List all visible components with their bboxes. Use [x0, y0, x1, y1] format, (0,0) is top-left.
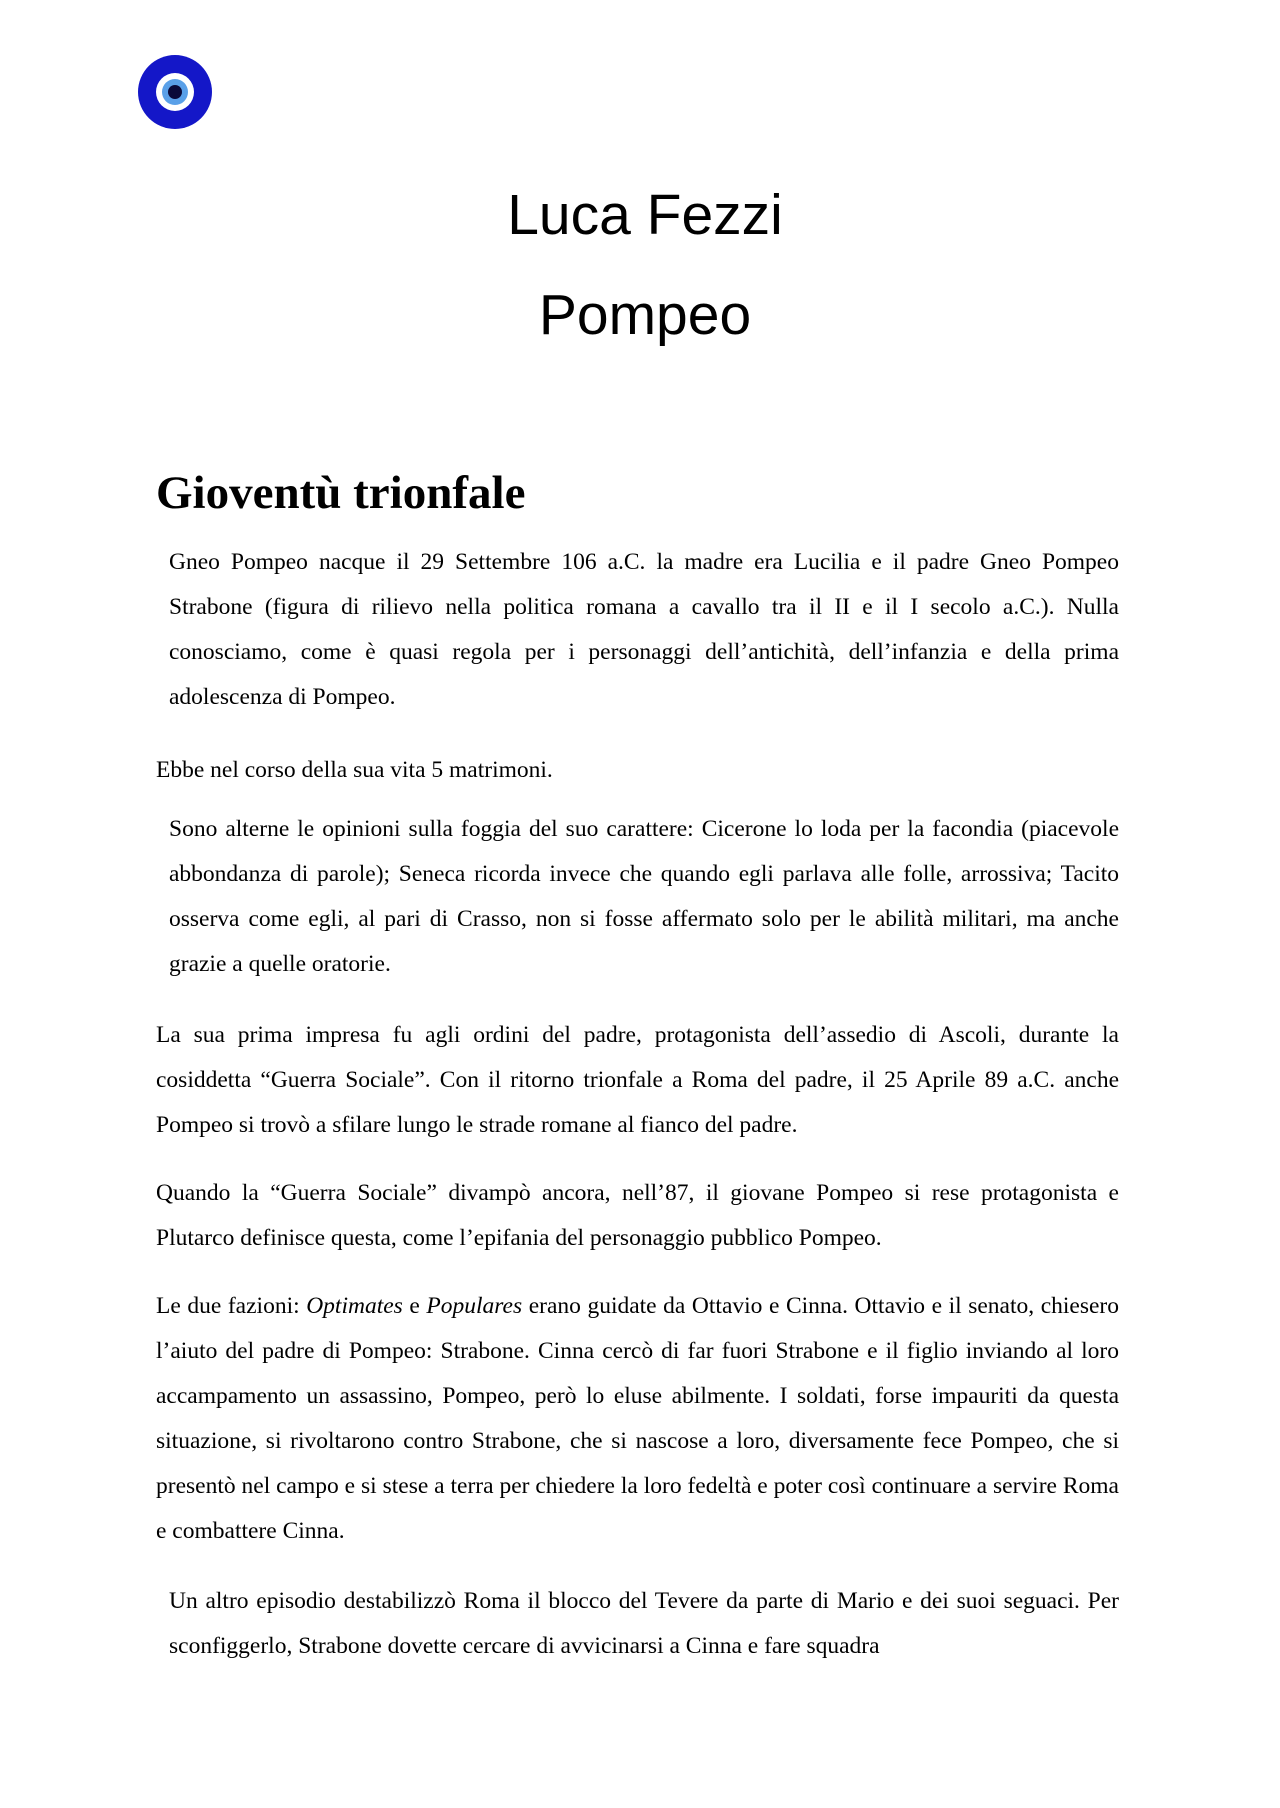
paragraph-first-campaign: La sua prima impresa fu agli ordini del padre, protagonista dell’assedio di Ascoli, durante la cosiddetta “Guerra Sociale”. Con il ritorno trionfale a Roma del padre, il 25 Aprile 89 a.C. anche Pompeo si trovò a sfilare lungo le strade romane al fianco del padre. [156, 1022, 1119, 1138]
paragraph-birth: Gneo Pompeo nacque il 29 Settembre 106 a.C. la madre era Lucilia e il padre Gneo Pompeo Strabone (figura di rilievo nella politica romana a cavallo tra il II e il I secolo a.C.). Nulla conosciamo, come è quasi regola per i personaggi dell’antichità, dell’infanzia e della prima adolescenza di Pompeo. [169, 549, 1119, 710]
author-name: Luca Fezzi [507, 183, 783, 247]
evil-eye-logo-icon [138, 55, 212, 129]
factions-text-a: Le due fazioni: [156, 1293, 307, 1319]
factions-text-e: erano guidate da Ottavio e Cinna. Ottavio e il senato, chiesero l’aiuto del padre di Pompeo: Strabone. Cinna cercò di far fuori Strabone e il figlio inviando al loro accampamento un assassino, Pompeo, però lo eluse abilmente. I soldati, forse impauriti da questa situazione, si rivoltarono contro Strabone, che si nascose a loro, diversamente fece Pompeo, che si presentò nel campo e si stese a terra per chiedere la loro fedeltà e poter così continuare a servire Roma e combattere Cinna. [156, 1293, 1119, 1544]
paragraph-social-war: Quando la “Guerra Sociale” divampò ancora, nell’87, il giovane Pompeo si rese protagonista e Plutarco definisce questa, come l’epifania del personaggio pubblico Pompeo. [156, 1180, 1119, 1251]
optimates-term: Optimates [306, 1293, 403, 1319]
paragraph-tiber-blockade: Un altro episodio destabilizzò Roma il blocco del Tevere da parte di Mario e dei suoi seguaci. Per sconfiggerlo, Strabone dovette cercare di avvicinarsi a Cinna e fare squadra [169, 1588, 1119, 1659]
paragraph-character: Sono alterne le opinioni sulla foggia del suo carattere: Cicerone lo loda per la facondia (piacevole abbondanza di parole); Seneca ricorda invece che quando egli parlava alle folle, arrossiva; Tacito osserva come egli, al pari di Crasso, non si fosse affermato solo per le abilità militari, ma anche grazie a quelle oratorie. [169, 816, 1119, 977]
paragraph-marriages: Ebbe nel corso della sua vita 5 matrimoni. [156, 757, 553, 783]
book-title: Pompeo [538, 283, 752, 347]
section-heading: Gioventù trionfale [156, 467, 526, 519]
populares-term: Populares [426, 1293, 523, 1319]
factions-text-c: e [402, 1293, 427, 1319]
paragraph-factions [156, 1284, 1119, 1554]
